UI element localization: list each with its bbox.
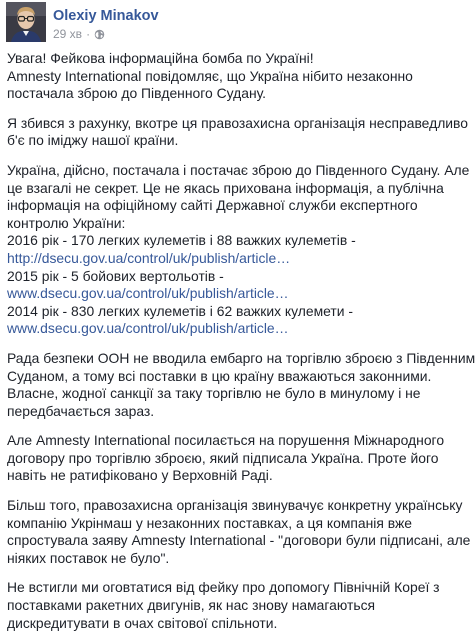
text-line: постачала зброю до Південного Судану. (7, 85, 267, 102)
text-line: Увага! Фейкова інформаційна бомба по Україні! (7, 50, 314, 66)
dsecu-link-2016[interactable]: http://dsecu.gov.ua/control/uk/publish/article… (7, 249, 291, 266)
text-line: ніяких поставок не було". (7, 549, 170, 566)
text-line: передбачається зараз. (7, 402, 155, 419)
text-line: спростувала заяву Amnesty International - "договори були підписані, але (7, 532, 471, 549)
post-meta (53, 27, 105, 41)
delivery-2014-text: 2014 рік - 830 легких кулеметів і 62 важких кулемети - (7, 302, 354, 319)
author-avatar[interactable] (6, 2, 46, 42)
globe-icon[interactable] (94, 29, 105, 40)
text-line: Я збився з рахунку, вкотре ця правозахисна організація несправедливо (7, 114, 469, 131)
text-line: компанію Укрінмаш у незаконних поставках, а ця компанія вже (7, 514, 413, 531)
text-line: Не встигли ми оговтатися від фейку про допомогу Північній Кореї з (7, 579, 440, 596)
text-line: договору про торгівлю зброєю, який підписала Україна. Проте його (7, 449, 439, 466)
post-paragraph-6 (7, 497, 471, 567)
dsecu-link-2014[interactable]: www.dsecu.gov.ua/control/uk/publish/article… (7, 320, 289, 337)
delivery-2016-text: 2016 рік - 170 легких кулеметів і 88 важких кулеметів - (7, 232, 356, 249)
post-body (7, 50, 475, 644)
text-line: Amnesty International повідомляє, що Україна нібито незаконно (7, 67, 413, 84)
text-line: б'є по іміджу нашої країни. (7, 132, 179, 149)
text-line: інформація на офіційному сайті Державної служби експертного (7, 197, 418, 214)
post-header (0, 0, 447, 48)
post-paragraph-1 (7, 50, 443, 103)
text-line: Рада безпеки ООН не вводила ембарго на торгівлю зброєю з Південним (7, 349, 475, 366)
text-line: навіть не ратифіковано у Верховній Раді. (7, 467, 273, 484)
text-line: поставками ракетних двигунів, як нас знову намагаються (7, 597, 376, 614)
text-line: Більш того, правозахисна організація звинувачує конкретну українську (7, 497, 463, 514)
post-timestamp[interactable]: 29 хв (53, 27, 83, 41)
post-paragraph-3 (7, 161, 470, 338)
text-line: це взагалі не секрет. Це не якась прихована інформація, а публічна (7, 179, 444, 196)
post-paragraph-4 (7, 349, 475, 420)
post-paragraph-7 (7, 579, 443, 632)
delivery-2015-text: 2015 рік - 5 бойових вертольотів - (7, 267, 224, 284)
avatar-portrait-icon (6, 2, 46, 42)
meta-separator: · (86, 27, 91, 41)
text-line: Але Amnesty International посилається на порушення Міжнародного (7, 432, 445, 449)
text-line: Власне, жодної санкції за таку торгівлю не було в минулому і не (7, 385, 421, 402)
text-line: контролю України: (7, 214, 126, 231)
post-paragraph-5 (7, 432, 443, 485)
text-line: Україна, дійсно, постачала і постачає зброю до Південного Судану. Але (7, 161, 470, 178)
text-line: Суданом, а тому всі поставки в цю країну вважаються законними. (7, 367, 432, 384)
text-line: дискредитувати в очах світової спільноти. (7, 614, 278, 631)
post-paragraph-2 (7, 114, 469, 150)
author-name-link[interactable]: Olexiy Minakov (53, 8, 159, 24)
dsecu-link-2015[interactable]: www.dsecu.gov.ua/control/uk/publish/article… (7, 285, 289, 302)
